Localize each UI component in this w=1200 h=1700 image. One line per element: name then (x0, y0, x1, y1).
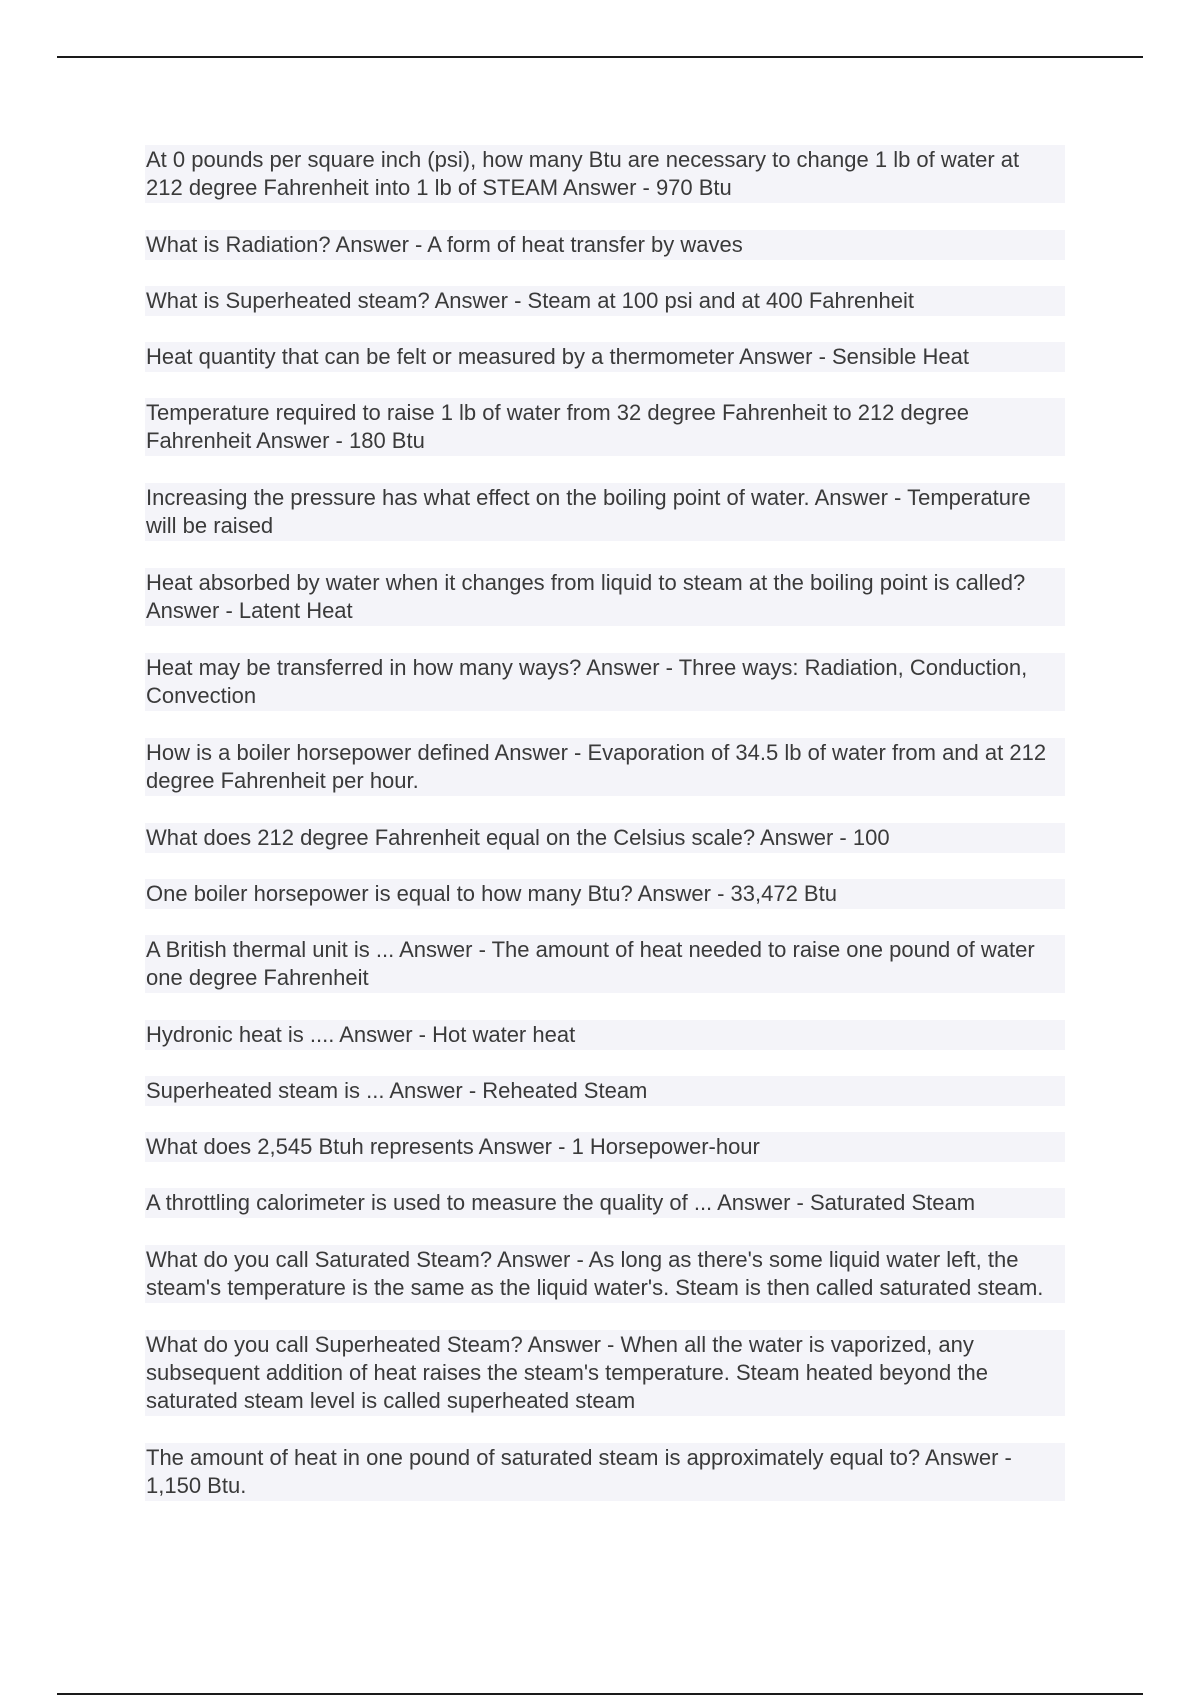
qa-item: What does 2,545 Btuh represents Answer - 1 Horsepower-hour (145, 1132, 1065, 1162)
qa-item: Hydronic heat is .... Answer - Hot water heat (145, 1020, 1065, 1050)
qa-item: What is Radiation? Answer - A form of heat transfer by waves (145, 230, 1065, 260)
qa-item: A throttling calorimeter is used to measure the quality of ... Answer - Saturated Steam (145, 1188, 1065, 1218)
qa-item: What is Superheated steam? Answer - Steam at 100 psi and at 400 Fahrenheit (145, 286, 1065, 316)
qa-item: A British thermal unit is ... Answer - The amount of heat needed to raise one pound of water one degree Fahrenheit (145, 935, 1065, 993)
qa-list (145, 145, 1065, 1528)
qa-item: One boiler horsepower is equal to how many Btu? Answer - 33,472 Btu (145, 879, 1065, 909)
qa-item: Temperature required to raise 1 lb of water from 32 degree Fahrenheit to 212 degree Fahrenheit Answer - 180 Btu (145, 398, 1065, 456)
qa-item: Heat absorbed by water when it changes from liquid to steam at the boiling point is called? Answer - Latent Heat (145, 568, 1065, 626)
qa-item: Heat may be transferred in how many ways? Answer - Three ways: Radiation, Conduction, Convection (145, 653, 1065, 711)
qa-item: At 0 pounds per square inch (psi), how many Btu are necessary to change 1 lb of water at 212 degree Fahrenheit into 1 lb of STEAM Answer - 970 Btu (145, 145, 1065, 203)
qa-item: Superheated steam is ... Answer - Reheated Steam (145, 1076, 1065, 1106)
qa-item: What do you call Superheated Steam? Answer - When all the water is vaporized, any subsequent addition of heat raises the steam's temperature. Steam heated beyond the saturated steam level is called superheated steam (145, 1330, 1065, 1416)
qa-item: How is a boiler horsepower defined Answer - Evaporation of 34.5 lb of water from and at 212 degree Fahrenheit per hour. (145, 738, 1065, 796)
footer-rule (57, 1693, 1143, 1695)
qa-item: The amount of heat in one pound of saturated steam is approximately equal to? Answer - 1,150 Btu. (145, 1443, 1065, 1501)
qa-item: Increasing the pressure has what effect on the boiling point of water. Answer - Temperature will be raised (145, 483, 1065, 541)
qa-item: Heat quantity that can be felt or measured by a thermometer Answer - Sensible Heat (145, 342, 1065, 372)
qa-item: What do you call Saturated Steam? Answer - As long as there's some liquid water left, the steam's temperature is the same as the liquid water's. Steam is then called saturated steam. (145, 1245, 1065, 1303)
header-rule (57, 56, 1143, 58)
qa-item: What does 212 degree Fahrenheit equal on the Celsius scale? Answer - 100 (145, 823, 1065, 853)
